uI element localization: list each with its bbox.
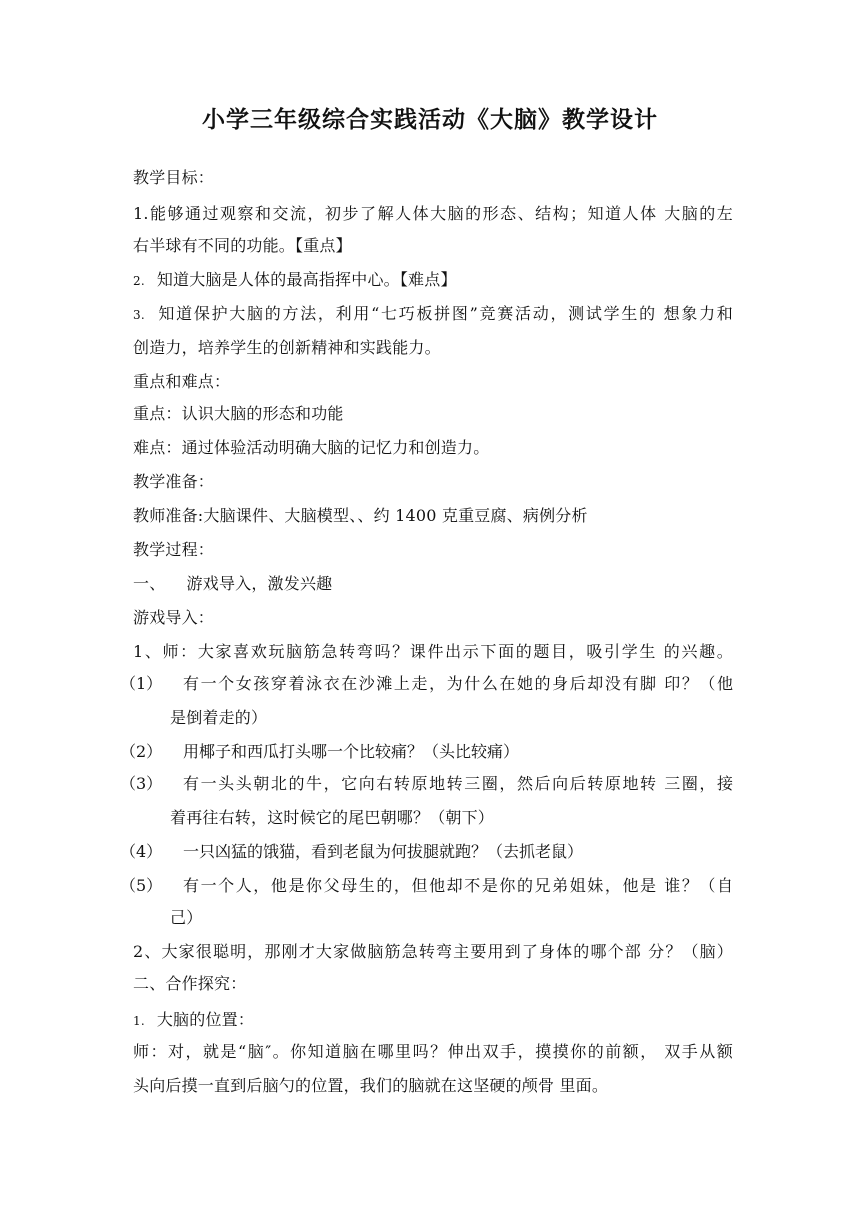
q3-line-2: 着再往右转，这时候它的尾巴朝哪？（朝下）	[170, 808, 495, 827]
goal-1-line-2: 右半球有不同的功能。【重点】	[133, 236, 352, 255]
q5-number: （5）	[120, 876, 163, 895]
step-1: 1、师：大家喜欢玩脑筋急转弯吗？课件出示下面的题目，吸引学生 的兴趣。	[133, 642, 733, 661]
q4-number: （4）	[120, 842, 163, 861]
step-2: 2、大家很聪明，那刚才大家做脑筋急转弯主要用到了身体的哪个部 分？（脑）	[133, 942, 733, 961]
goal-3-number: 3.	[133, 308, 145, 322]
subsection-1	[133, 1008, 733, 1033]
teacher-speech-line-2: 头向后摸一直到后脑勺的位置，我们的脑就在这坚硬的颅骨 里面。	[133, 1076, 609, 1095]
key-difficulty-heading: 重点和难点：	[133, 372, 231, 391]
goal-3-line-2: 创造力，培养学生的创新精神和实践能力。	[133, 338, 441, 357]
difficulty-point: 难点：通过体验活动明确大脑的记忆力和创造力。	[133, 438, 490, 457]
goal-3-line-1	[133, 302, 733, 327]
document-title: 小学三年级综合实践活动《大脑》教学设计	[202, 106, 658, 133]
game-intro-heading: 游戏导入：	[133, 608, 215, 627]
teacher-prep: 教师准备:大脑课件、大脑模型、、约 1400 克重豆腐、病例分析	[133, 506, 588, 525]
goal-1-line-1: 1.能够通过观察和交流，初步了解人体大脑的形态、结构；知道人体 大脑的左	[133, 204, 733, 223]
q1-number: （1）	[120, 674, 163, 693]
goal-2	[133, 268, 733, 293]
q5-line-1: 有一个人，他是你父母生的，但他却不是你的兄弟姐妹，他是 谁？（自	[183, 876, 733, 895]
section-1-heading: 一、 游戏导入，激发兴趣	[133, 574, 333, 593]
q4-line-1: 一只凶猛的饿猫，看到老鼠为何拔腿就跑？（去抓老鼠）	[183, 842, 584, 861]
subsection-1-text: 大脑的位置：	[156, 1010, 255, 1029]
q2-line-1: 用椰子和西瓜打头哪一个比较痛？（头比较痛）	[183, 742, 520, 761]
goal-3-text: 知道保护大脑的方法，利用“七巧板拼图”竞赛活动，测试学生的 想象力和	[156, 304, 733, 323]
key-point: 重点：认识大脑的形态和功能	[133, 404, 344, 423]
goals-heading: 教学目标：	[133, 168, 215, 187]
q1-line-1: 有一个女孩穿着泳衣在沙滩上走，为什么在她的身后却没有脚 印？（他	[183, 674, 733, 693]
section-2-heading: 二、合作探究：	[133, 974, 247, 993]
goal-2-number: 2.	[133, 274, 145, 288]
q5-line-2: 己）	[170, 908, 203, 927]
q3-number: （3）	[120, 774, 163, 793]
process-heading: 教学过程：	[133, 540, 215, 559]
subsection-1-number: 1.	[133, 1014, 145, 1028]
teacher-speech-line-1: 师：对，就是“脑″。你知道脑在哪里吗？伸出双手，摸摸你的前额， 双手从额	[133, 1042, 733, 1061]
q2-number: （2）	[120, 742, 163, 761]
q1-line-2: 是倒着走的）	[170, 708, 268, 727]
goal-2-text: 知道大脑是人体的最高指挥中心。【难点】	[156, 270, 457, 289]
prep-heading: 教学准备：	[133, 472, 215, 491]
q3-line-1: 有一头头朝北的牛，它向右转原地转三圈，然后向后转原地转 三圈，接	[183, 774, 733, 793]
